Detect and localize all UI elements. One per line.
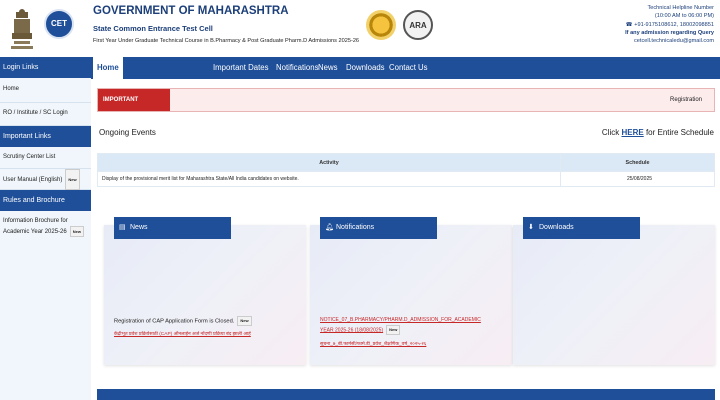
ara-logo [403, 10, 433, 40]
sidebar-heading-login-links: Login Links [0, 57, 91, 78]
sidebar-item-ro-login[interactable]: RO / Institute / SC Login [0, 103, 91, 126]
sidebar-heading-rules: Rules and Brochure [0, 190, 91, 211]
query-label: If any admission regarding Query [625, 29, 714, 36]
main-nav [91, 57, 720, 79]
new-badge: New [70, 226, 84, 237]
cet-logo [44, 9, 74, 39]
downloads-panel-header [523, 217, 640, 239]
helpline-phones [625, 21, 714, 29]
nav-home[interactable]: Home [93, 57, 123, 79]
news-item-text: Registration of CAP Application Form is Closed. [114, 318, 235, 325]
sidebar-item-user-manual[interactable] [0, 169, 91, 190]
notifications-panel-title: Notifications [336, 224, 375, 231]
nav-notifications[interactable]: Notifications [276, 63, 319, 72]
brochure-line-1: Information Brochure for [3, 218, 68, 224]
cet-logo-text: CET [51, 19, 67, 28]
news-panel [104, 225, 306, 365]
phone-icon: ☎ [625, 21, 635, 28]
notice-line-1[interactable]: NOTICE_07_B.PHARMACY/PHARM.D_ADMISSION_FOR_ACADEMIC [320, 317, 481, 323]
notice-line-2: YEAR 2025-26 (18/08/2025) [320, 327, 384, 334]
important-announcement [97, 88, 715, 112]
notifications-panel-header [320, 217, 437, 239]
admission-subtitle: First Year Under Graduate Technical Course in B.Pharmacy & Post Graduate Pharm.D Admissions 2025-26 [93, 38, 360, 44]
header-title-block [93, 5, 359, 44]
important-label: IMPORTANT [98, 89, 170, 111]
gold-seal-logo [366, 10, 396, 40]
site-header [0, 0, 720, 57]
notice-marathi[interactable]: सूचना_७_बी.फार्मसी/फार्म.डी_प्रवेश_शैक्षणिक_वर्ष_२०२५-२६ [320, 342, 427, 347]
important-text[interactable]: Registration [669, 97, 702, 103]
helpline-phone-numbers: +91-9175108612, 18002098851 [634, 21, 714, 28]
download-icon: ⬇ [528, 224, 534, 231]
user-manual-label: User Manual (English) [3, 177, 63, 184]
events-table [97, 153, 715, 187]
schedule-prefix: Click [601, 128, 620, 137]
entire-schedule-link [602, 128, 714, 137]
sidebar [0, 57, 91, 400]
sidebar-heading-important-links: Important Links [0, 126, 91, 147]
table-row [98, 172, 715, 187]
news-panel-title: News [130, 224, 148, 231]
news-panel-header [114, 217, 231, 239]
bottom-section-header [97, 389, 715, 400]
helpline-info [625, 4, 714, 45]
schedule-cell: 25/08/2025 [561, 172, 715, 187]
new-badge: New [386, 325, 400, 335]
downloads-panel-title: Downloads [539, 224, 574, 231]
column-header-activity: Activity [98, 154, 561, 172]
state-emblem-icon [8, 8, 36, 50]
table-header-row [98, 154, 715, 172]
bell-icon: 🔔︎ [325, 224, 334, 231]
nav-important-dates[interactable]: Important Dates [213, 63, 269, 72]
new-badge: New [237, 316, 251, 326]
notice-line-2-row[interactable] [320, 325, 400, 335]
schedule-here-link[interactable]: HERE [621, 128, 644, 137]
helpline-hours: (10:00 AM to 06:00 PM) [654, 13, 714, 20]
helpline-email[interactable]: cetcell.technicaledu@gmail.com [634, 38, 714, 45]
news-item-marathi[interactable]: केंद्रीभूत प्रवेश प्रक्रियेसाठी (CAP) ऑनलाईन अर्ज नोंदणी प्रक्रिया बंद झाली आहे [114, 332, 251, 337]
new-badge: New [65, 169, 79, 190]
news-item[interactable] [114, 316, 252, 326]
activity-cell: Display of the provisional merit list for Maharashtra State/All India candidates on website. [98, 172, 561, 187]
nav-downloads[interactable]: Downloads [346, 63, 385, 72]
cell-title: State Common Entrance Test Cell [93, 24, 213, 33]
government-title: GOVERNMENT OF MAHARASHTRA [93, 5, 289, 17]
sidebar-item-home[interactable]: Home [0, 78, 91, 103]
helpline-label: Technical Helpline Number [647, 5, 714, 11]
schedule-suffix: for Entire Schedule [645, 128, 714, 137]
nav-news[interactable]: News [318, 63, 338, 72]
column-header-schedule: Schedule [561, 154, 715, 172]
nav-contact-us[interactable]: Contact Us [389, 63, 428, 72]
ongoing-events-heading: Ongoing Events [99, 128, 156, 137]
brochure-line-2: Academic Year 2025-26 [3, 229, 67, 236]
ara-logo-text: ARA [409, 21, 427, 30]
downloads-panel [513, 225, 715, 365]
notifications-panel [310, 225, 512, 365]
sidebar-item-brochure[interactable] [0, 214, 91, 242]
sidebar-item-scrutiny-list[interactable]: Scrutiny Center List [0, 147, 91, 169]
newspaper-icon: ▤ [119, 224, 126, 231]
